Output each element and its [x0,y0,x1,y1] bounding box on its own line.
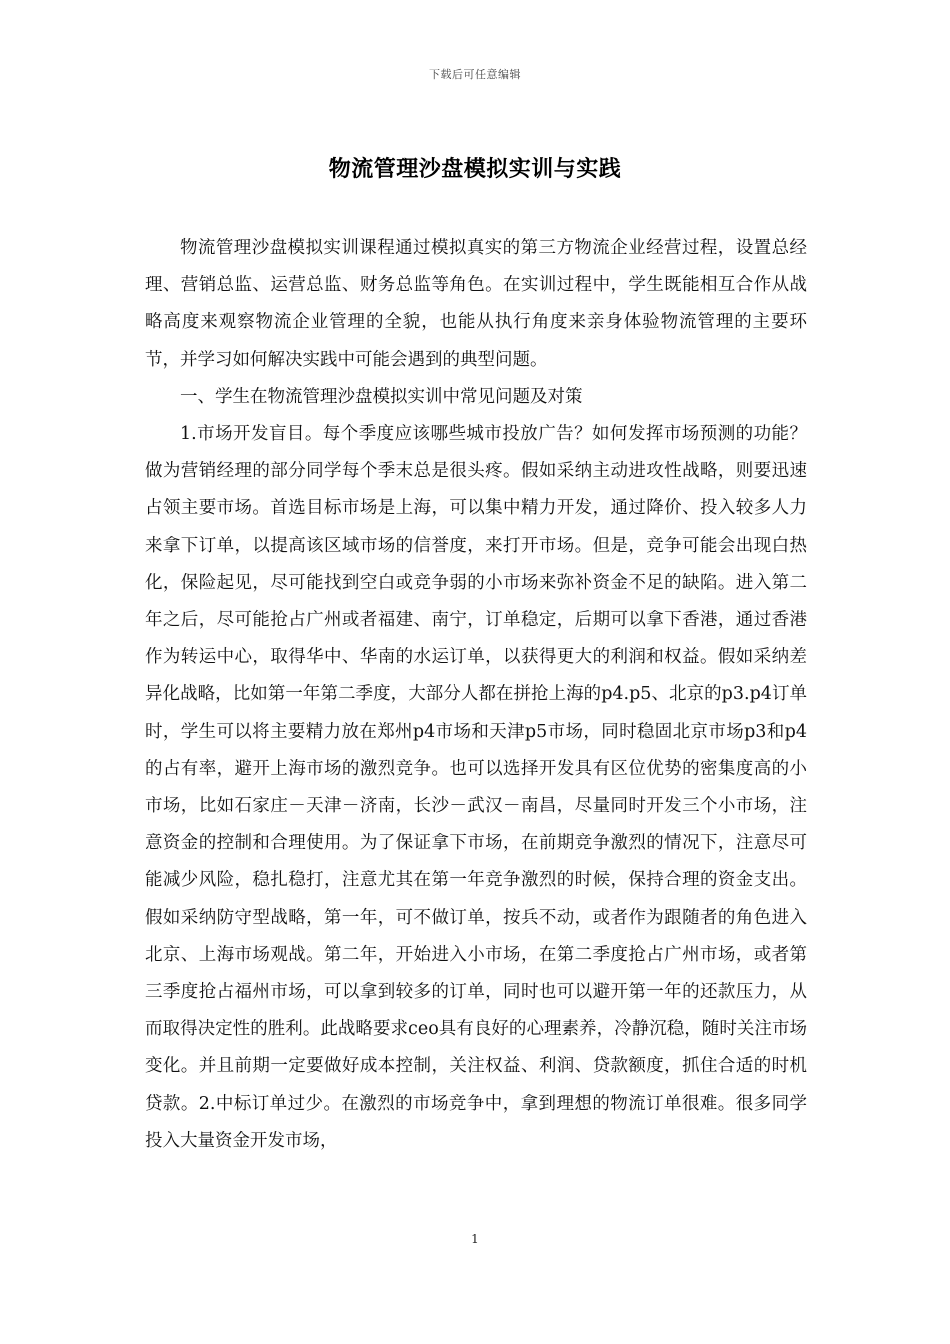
document-title: 物流管理沙盘模拟实训与实践 [328,156,622,182]
header-note: 下载后可任意编辑 [429,68,521,81]
document-body [145,230,807,1160]
body-paragraph: 1.市场开发盲目。每个季度应该哪些城市投放广告？如何发挥市场预测的功能？做为营销经理的部分同学每个季末总是很头疼。假如采纳主动进攻性战略，则要迅速占领主要市场。首选目标市场是上海，可以集中精力开发，通过降价、投入较多人力来拿下订单，以提高该区域市场的信誉度，来打开市场。但是，竞争可能会出现白热化，保险起见，尽可能找到空白或竞争弱的小市场来弥补资金不足的缺陷。进入第二年之后，尽可能抢占广州或者福建、南宁，订单稳定，后期可以拿下香港，通过香港作为转运中心，取得华中、华南的水运订单，以获得更大的利润和权益。假如采纳差异化战略，比如第一年第二季度，大部分人都在拼抢上海的p4.p5、北京的p3.p4订单时，学生可以将主要精力放在郑州p4市场和天津p5市场，同时稳固北京市场p3和p4的占有率，避开上海市场的激烈竞争。也可以选择开发具有区位优势的密集度高的小市场，比如石家庄－天津－济南，长沙－武汉－南昌，尽量同时开发三个小市场，注意资金的控制和合理使用。为了保证拿下市场，在前期竞争激烈的情况下，注意尽可能减少风险，稳扎稳打，注意尤其在第一年竞争激烈的时候，保持合理的资金支出。假如采纳防守型战略，第一年，可不做订单，按兵不动，或者作为跟随者的角色进入北京、上海市场观战。第二年，开始进入小市场，在第二季度抢占广州市场，或者第三季度抢占福州市场，可以拿到较多的订单，同时也可以避开第一年的还款压力，从而取得决定性的胜利。此战略要求ceo具有良好的心理素养，冷静沉稳，随时关注市场变化。并且前期一定要做好成本控制，关注权益、利润、贷款额度，抓住合适的时机贷款。2.中标订单过少。在激烈的市场竞争中，拿到理想的物流订单很难。很多同学投入大量资金开发市场， [145,424,807,1151]
intro-paragraph: 物流管理沙盘模拟实训课程通过模拟真实的第三方物流企业经营过程，设置总经理、营销总监、运营总监、财务总监等角色。在实训过程中，学生既能相互合作从战略高度来观察物流企业管理的全貌，也能从执行角度来亲身体验物流管理的主要环节，并学习如何解决实践中可能会遇到的典型问题。 [145,238,807,370]
page-number: 1 [471,1232,479,1246]
section-heading: 一、学生在物流管理沙盘模拟实训中常见问题及对策 [180,386,583,407]
